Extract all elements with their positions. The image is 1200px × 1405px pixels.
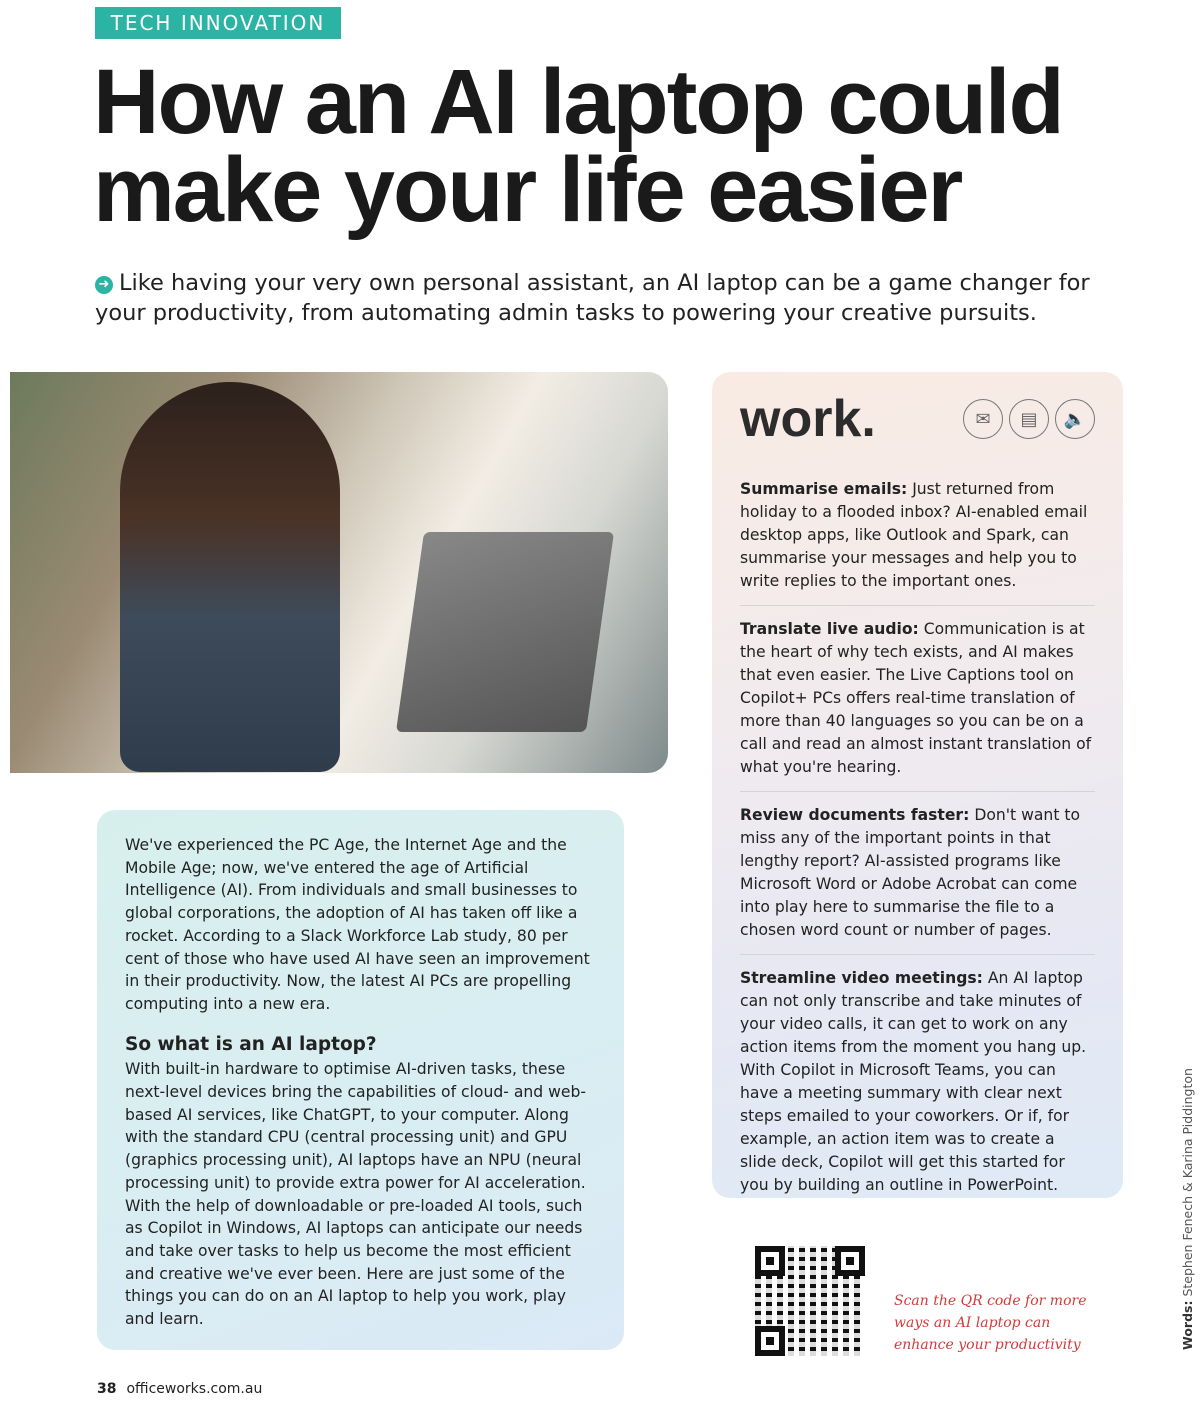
item-text: Just returned from holiday to a flooded inbox? AI-enabled email desktop apps, like Outlook and Spark, can summarise your messages and help you to write replies to the important ones. (740, 480, 1088, 590)
photo-laptop (396, 532, 614, 732)
work-item (740, 478, 1095, 606)
qr-caption: Scan the QR code for more ways an AI laptop can enhance your productivity (894, 1293, 1087, 1353)
subtitle-text: Like having your very own personal assistant, an AI laptop can be a game changer for your productivity, from automating admin tasks to powering your creative pursuits. (95, 270, 1090, 326)
credit-label: Words: (1180, 1300, 1195, 1350)
subtitle (95, 268, 1105, 328)
item-text: Communication is at the heart of why tech exists, and AI makes that even easier. The Live Captions tool on Copilot+ PCs offers real-time translation of more than 40 languages so you can be on a call and read an almost instant translation of what you're hearing. (740, 620, 1092, 776)
item-title: Summarise emails: (740, 480, 908, 498)
item-text: An AI laptop can not only transcribe and take minutes of your video calls, it can get to work on any action items from the moment you hang up. With Copilot in Microsoft Teams, you can have a meeting summary with clear next steps emailed to your coworkers. Or if, for example, an action item was to create a slide deck, Copilot will get this started for you by building an outline in PowerPoint. (740, 969, 1087, 1194)
footer (97, 1381, 262, 1397)
page-number: 38 (97, 1381, 117, 1397)
mail-icon: ✉ (963, 399, 1003, 439)
qr-code[interactable] (755, 1246, 865, 1356)
item-title: Streamline video meetings: (740, 969, 983, 987)
work-item (740, 618, 1095, 792)
work-item (740, 804, 1095, 955)
intro-paragraph: We've experienced the PC Age, the Internet Age and the Mobile Age; now, we've entered the age of Artificial Intelligence (AI). From individuals and small businesses to global corporations, the adoption of AI has taken off like a rocket. According to a Slack Workforce Lab study, 80 per cent of those who have used AI have seen an improvement in their productivity. Now, the latest AI PCs are propelling computing into a new era. (125, 836, 590, 1013)
work-item (740, 967, 1095, 1209)
work-box (712, 372, 1123, 1198)
item-text: Don't want to miss any of the important points in that lengthy report? AI-assisted programs like Microsoft Word or Adobe Acrobat can come into play here to summarise the file to a chosen word count or number of pages. (740, 806, 1081, 939)
author-credit (1180, 1068, 1195, 1350)
credit-names: Stephen Fenech & Karina Piddington (1180, 1068, 1195, 1297)
woman-laptop-photo (10, 372, 668, 773)
intro-heading: So what is an AI laptop? (125, 1033, 377, 1055)
item-title: Translate live audio: (740, 620, 919, 638)
page-title (93, 51, 1173, 241)
footer-site: officeworks.com.au (126, 1381, 263, 1397)
section-tag: TECH INNOVATION (95, 7, 341, 39)
item-title: Review documents faster: (740, 806, 970, 824)
arrow-right-icon: ➜ (95, 276, 113, 294)
intro-box (97, 810, 624, 1350)
title-line-2: make your life easier (93, 139, 962, 241)
title-line-1: How an AI laptop could (93, 51, 1063, 153)
work-heading: work. (740, 389, 876, 448)
intro-paragraph-2: With built-in hardware to optimise AI-driven tasks, these next-level devices bring the capabilities of cloud- and web-based AI services, like ChatGPT, to your computer. Along with the standard CPU (central processing unit) and GPU (graphics processing unit), AI laptops have an NPU (neural processing unit) to provide extra power for AI acceleration. With the help of downloadable or pre-loaded AI tools, such as Copilot in Windows, AI laptops can anticipate our needs and take over tasks to help us become the most efficient and creative we've ever been. Here are just some of the things you can do on an AI laptop to help you work, play and learn. (125, 1060, 587, 1329)
document-icon: ▤ (1009, 399, 1049, 439)
photo-person (120, 382, 340, 772)
speaker-icon: 🔈 (1055, 399, 1095, 439)
